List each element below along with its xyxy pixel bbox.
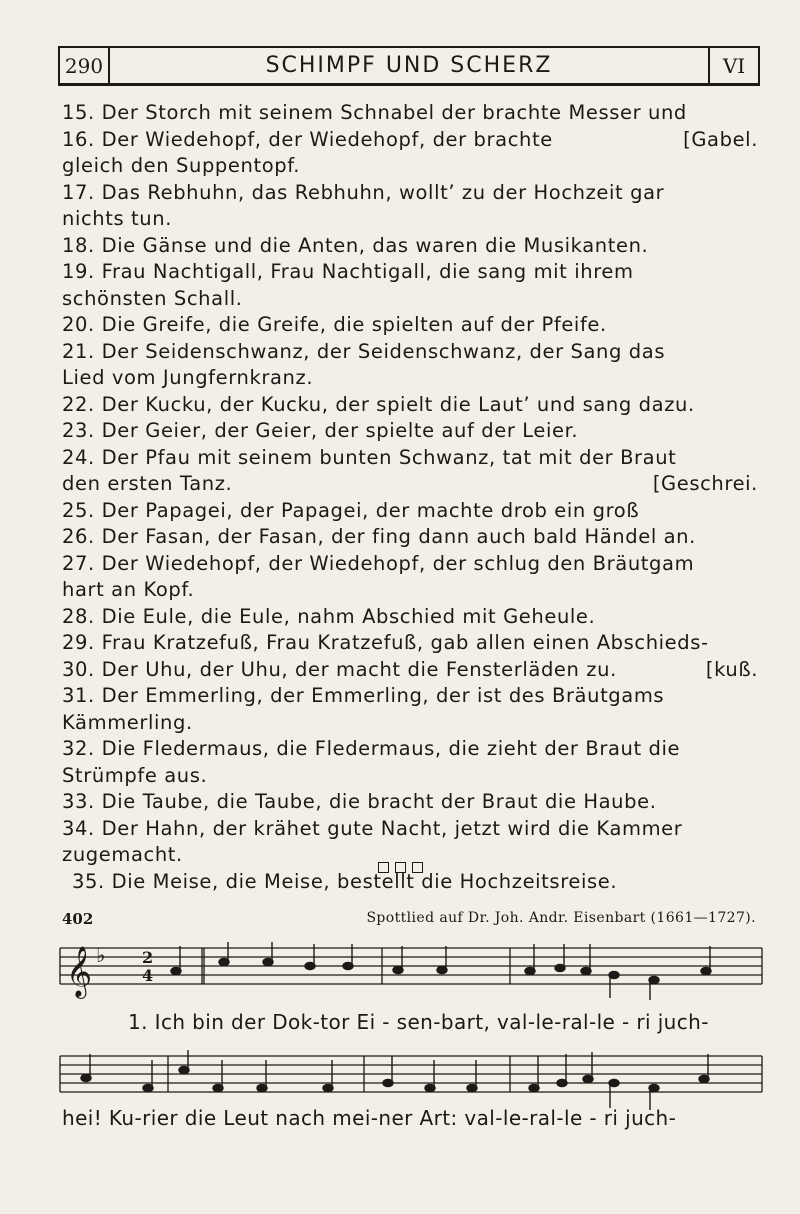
divider-square-icon xyxy=(378,862,389,873)
song-subtitle: Spottlied auf Dr. Joh. Andr. Eisenbart (1661—1727). xyxy=(366,910,756,926)
music-staff-1 xyxy=(58,938,764,1008)
flat-icon: ♭ xyxy=(96,943,106,967)
time-signature-top: 2 xyxy=(142,948,154,967)
verse-line: 27. Der Wiedehopf, der Wiedehopf, der schlug den Bräutgam xyxy=(62,551,695,575)
treble-clef-icon: 𝄞 xyxy=(66,946,93,997)
verse-line: 22. Der Kucku, der Kucku, der spielt die Laut’ und sang dazu. xyxy=(62,392,695,416)
verse-line: 24. Der Pfau mit seinem bunten Schwanz, tat mit der Braut xyxy=(62,445,677,469)
verse-line: 32. Die Fledermaus, die Fledermaus, die zieht der Braut die xyxy=(62,737,681,760)
running-title: SCHIMPF UND SCHERZ xyxy=(265,53,553,78)
verse-line: 29. Frau Kratzefuß, Frau Kratzefuß, gab allen einen Abschieds- xyxy=(62,631,709,654)
verse-line: Kämmerling. xyxy=(62,710,193,734)
lyrics-line-2: hei! Ku-rier die Leut nach mei-ner Art: val-le-ral-le - ri juch- xyxy=(62,1106,677,1130)
verse-line: 28. Die Eule, die Eule, nahm Abschied mit Geheule. xyxy=(62,604,596,628)
verse-line: 18. Die Gänse und die Anten, das waren die Musikanten. xyxy=(62,233,649,257)
verse-line: 25. Der Papagei, der Papagei, der machte drob ein groß xyxy=(62,498,640,522)
verse-line: den ersten Tanz. [Geschrei. xyxy=(62,472,758,495)
verse-line: schönsten Schall. xyxy=(62,286,243,310)
verse-line: 34. Der Hahn, der krähet gute Nacht, jetzt wird die Kammer xyxy=(62,816,683,840)
verse-line: 20. Die Greife, die Greife, die spielten auf der Pfeife. xyxy=(62,313,607,336)
verse-line: 31. Der Emmerling, der Emmerling, der ist des Bräutgams xyxy=(62,684,665,707)
verse-line: gleich den Suppentopf. xyxy=(62,154,301,177)
divider-square-icon xyxy=(395,862,406,873)
song-number: 402 xyxy=(62,910,94,928)
verse-line: 19. Frau Nachtigall, Frau Nachtigall, die sang mit ihrem xyxy=(62,260,634,283)
lyrics-line-1: 1. Ich bin der Dok-tor Ei - sen-bart, val-le-ral-le - ri juch- xyxy=(128,1010,709,1034)
verse-line: nichts tun. xyxy=(62,207,173,230)
verse-line: 30. Der Uhu, der Uhu, der macht die Fensterläden zu. [kuß. xyxy=(62,657,758,681)
song-heading xyxy=(62,910,756,934)
verse-line: 17. Das Rebhuhn, das Rebhuhn, wollt’ zu der Hochzeit gar xyxy=(62,180,665,204)
verse-line: Strümpfe aus. xyxy=(62,763,208,787)
section-number: VI xyxy=(708,48,758,83)
verse-list xyxy=(62,100,758,895)
verse-line: 33. Die Taube, die Taube, die bracht der Braut die Haube. xyxy=(62,790,657,813)
verse-line: hart an Kopf. xyxy=(62,578,195,601)
verse-line: Lied vom Jungfernkranz. xyxy=(62,366,314,389)
page-number: 290 xyxy=(60,48,110,83)
verse-line: 16. Der Wiedehopf, der Wiedehopf, der brachte [Gabel. xyxy=(62,127,758,151)
divider-square-icon xyxy=(412,862,423,873)
section-divider xyxy=(0,862,800,873)
page-header xyxy=(58,46,760,86)
verse-line: 23. Der Geier, der Geier, der spielte auf der Leier. xyxy=(62,419,579,442)
time-signature-bottom: 4 xyxy=(142,966,154,985)
verse-line: 21. Der Seidenschwanz, der Seidenschwanz, der Sang das xyxy=(62,339,666,363)
verse-line: 35. Die Meise, die Meise, bestellt die Hochzeitsreise. xyxy=(72,869,618,893)
verse-line: 15. Der Storch mit seinem Schnabel der brachte Messer und xyxy=(62,101,687,124)
verse-line: 26. Der Fasan, der Fasan, der fing dann auch bald Händel an. xyxy=(62,525,696,548)
verse-line: zugemacht. xyxy=(62,843,183,866)
